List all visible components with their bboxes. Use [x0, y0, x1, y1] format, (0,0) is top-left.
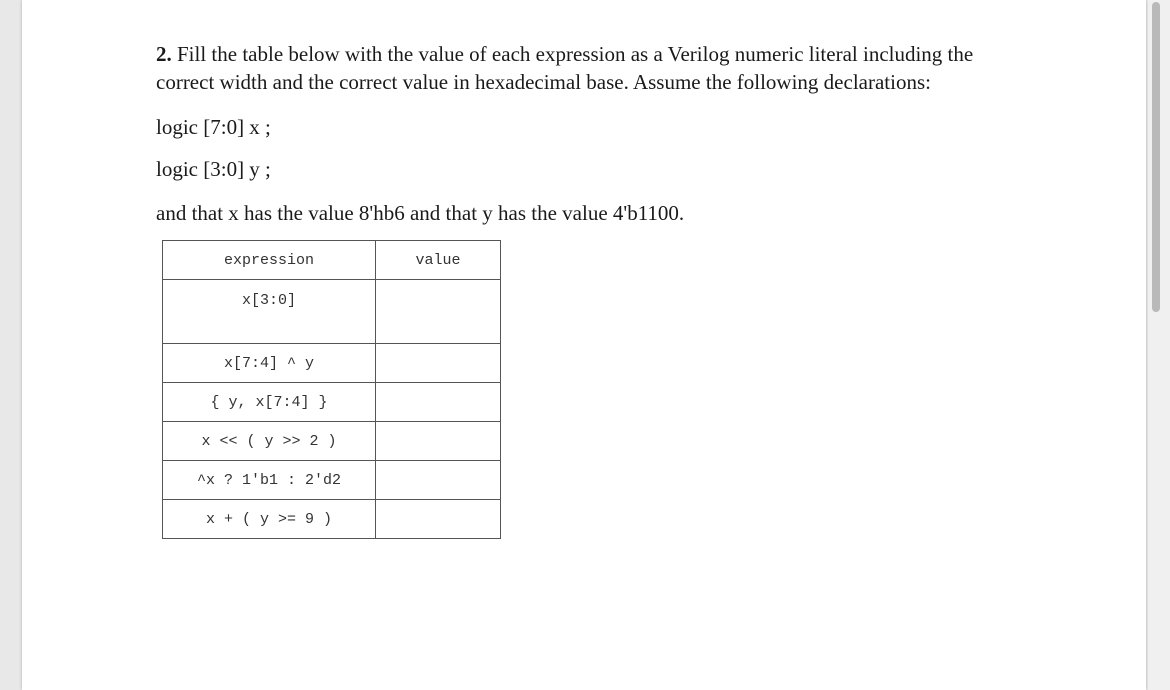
expression-cell: x[7:4] ^ y — [163, 344, 376, 383]
expression-table — [162, 240, 501, 539]
value-cell[interactable] — [376, 461, 501, 500]
question-body: Fill the table below with the value of each expression as a Verilog numeric literal including the correct width and the correct value in hexadecimal base. Assume the following declarations: — [156, 42, 974, 94]
expression-cell: x[3:0] — [163, 280, 376, 344]
scrollbar-thumb[interactable] — [1152, 2, 1160, 312]
expression-cell: x << ( y >> 2 ) — [163, 422, 376, 461]
assumption-text: and that x has the value 8'hb6 and that y has the value 4'b1100. — [156, 201, 685, 225]
expression-cell: ^x ? 1'b1 : 2'd2 — [163, 461, 376, 500]
header-expression: expression — [163, 241, 376, 280]
expression-cell: { y, x[7:4] } — [163, 383, 376, 422]
question-text — [156, 40, 1026, 96]
value-cell[interactable] — [376, 500, 501, 539]
table-row — [163, 383, 501, 422]
declaration-y: logic [3:0] y ; — [156, 157, 271, 181]
question-block — [156, 40, 1026, 225]
table-row — [163, 461, 501, 500]
declaration-x: logic [7:0] x ; — [156, 115, 271, 139]
value-cell[interactable] — [376, 280, 501, 344]
table-row — [163, 500, 501, 539]
table-row — [163, 422, 501, 461]
table-row — [163, 344, 501, 383]
value-cell[interactable] — [376, 383, 501, 422]
table-row — [163, 280, 501, 344]
value-cell[interactable] — [376, 422, 501, 461]
table-header-row — [163, 241, 501, 280]
value-cell[interactable] — [376, 344, 501, 383]
expression-cell: x + ( y >= 9 ) — [163, 500, 376, 539]
header-value: value — [376, 241, 501, 280]
question-number: 2. — [156, 42, 172, 66]
